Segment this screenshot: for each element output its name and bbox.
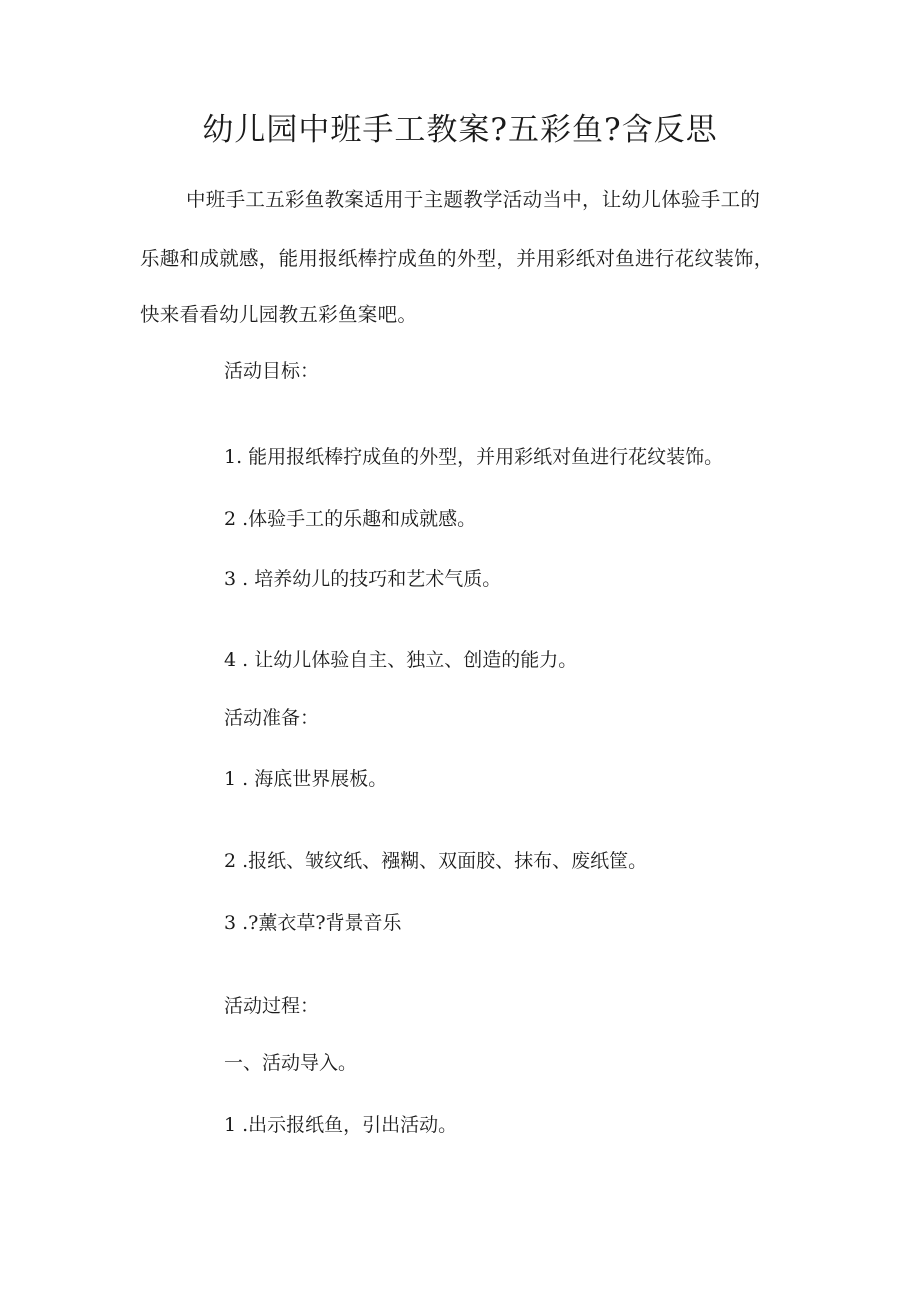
goal-item-3: 3 . 培养幼儿的技巧和艺术气质。 bbox=[224, 568, 502, 590]
prep-item-2: 2 .报纸、皱纹纸、襁糊、双面胶、抹布、废纸筐。 bbox=[224, 850, 648, 872]
prep-heading: 活动准备： bbox=[224, 707, 320, 729]
prep-item-1: 1 . 海底世界展板。 bbox=[224, 768, 388, 790]
goal-item-1: 1. 能用报纸棒拧成鱼的外型，并用彩纸对鱼进行花纹装饰。 bbox=[224, 446, 724, 468]
process-item-1: 一、活动导入。 bbox=[224, 1052, 358, 1074]
process-heading: 活动过程： bbox=[224, 995, 320, 1017]
intro-line-2: 乐趣和成就感，能用报纸棒拧成鱼的外型，并用彩纸对鱼进行花纹装饰， bbox=[140, 247, 774, 270]
goal-item-4: 4 . 让幼儿体验自主、独立、创造的能力。 bbox=[224, 649, 578, 671]
intro-line-3: 快来看看幼儿园教五彩鱼案吧。 bbox=[140, 303, 418, 326]
prep-item-3: 3 .?薰衣草?背景音乐 bbox=[224, 912, 402, 934]
intro-line-1: 中班手工五彩鱼教案适用于主题教学活动当中，让幼儿体验手工的 bbox=[186, 188, 761, 211]
process-item-2: 1 .出示报纸鱼，引出活动。 bbox=[224, 1114, 458, 1136]
document-title: 幼儿园中班手工教案?五彩鱼?含反思 bbox=[202, 112, 718, 148]
goal-item-2: 2 .体验手工的乐趣和成就感。 bbox=[224, 508, 477, 530]
goals-heading: 活动目标： bbox=[224, 360, 320, 382]
